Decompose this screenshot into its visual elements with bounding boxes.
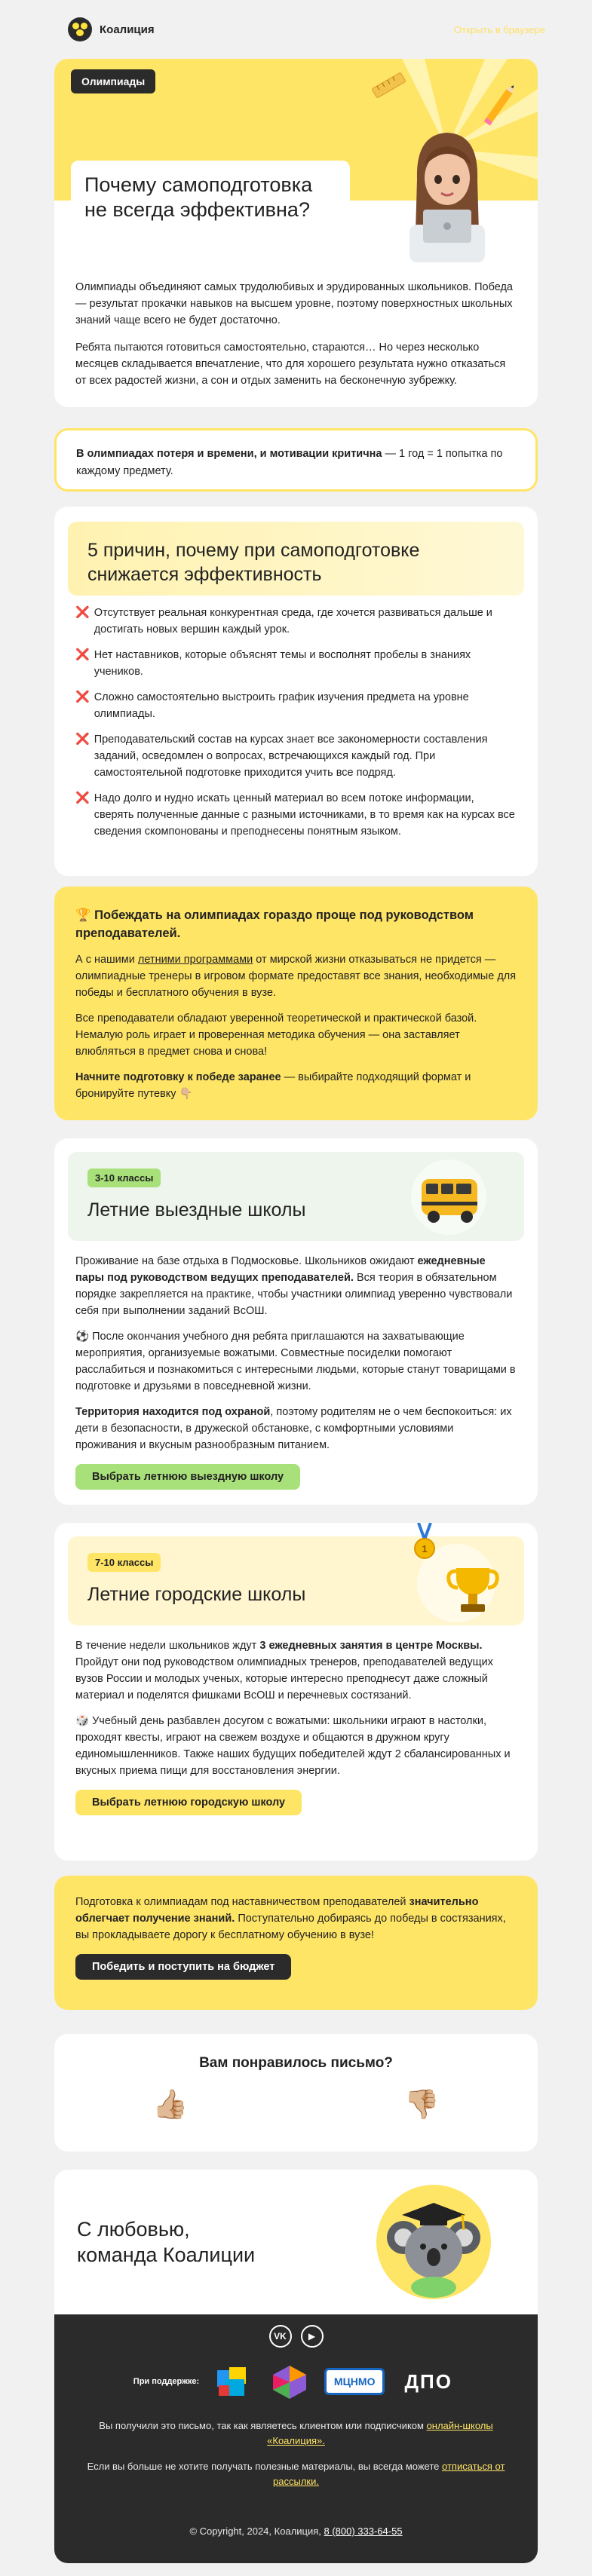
cross-mark-icon: ❌ [75,691,90,703]
subscription-note: Вы получили это письмо, так как являетесь клиентом или подписчиком онлайн-школы «Коалиция». [99,2420,493,2446]
feedback-question: Вам понравилось письмо? [199,2055,393,2071]
reasons-header [68,522,524,596]
reasons-title: 5 причин, почему при самоподготовке снижается эффективность [87,540,420,585]
svg-text:1: 1 [422,1543,428,1554]
copyright: © Copyright, 2024, Коалиция, 8 (800) 333-64-55 [189,2525,403,2537]
reason-item: ❌ Сложно самостоятельно выстроить график изучения предмета на уровне олимпиады. [75,689,517,722]
signoff-text: С любовью, команда Коалиции [77,2218,256,2266]
cross-mark-icon: ❌ [75,792,90,804]
koala-graduate-mascot [375,2183,492,2301]
partners-row [54,2364,538,2399]
summer-outdoor-paragraph-2: ⚽ После окончания учебного дня ребята приглашаются на захватывающие мероприятия, организуемые вожатыми. Совместные посиделки помогают расслабиться и познакомиться с интересными людьми, которые станут товарищами в подготовке и друзьями в повседневной жизни. [75,1331,516,1392]
summer-outdoor-header [68,1152,524,1241]
school-link[interactable]: онлайн-школы «Коалиция». [267,2420,493,2446]
summer-city-paragraph-2: 🎲 Учебный день разбавлен досугом с вожатыми: школьники играют в настолки, проходят квесты, играют на свежем воздухе и общаются в дружном кругу единомышленников. Также наших будущих победителей ждут 2 сбалансированных и вкусных приема пищи для восстановления энергии. [75,1715,511,1777]
grades-badge: 7-10 классы [87,1553,161,1572]
footer [54,2314,538,2563]
reason-item: ❌ Нет наставников, которые объяснят темы и восполнят пробелы в знаниях учеников. [75,647,517,680]
reasons-list [68,605,524,840]
time-motivation-callout [54,428,538,492]
top-bar [0,0,592,59]
koala-logo-icon [68,17,92,41]
callout-bold: В олимпиадах потеря и времени, и мотивации критична [76,448,382,460]
summer-outdoor-title: Летние выездные школы [87,1199,306,1221]
unsubscribe-note: Если вы больше не хотите получать полезные материалы, вы всегда можете отписаться от рассылки. [87,2461,505,2487]
win-paragraph-1: А с нашими летними программами от мирской жизни отказываться не придется — олимпиадные тренеры в игровом формате предоставят все знания, необходимые для победы и бесплатного обучения в вузе. [75,954,517,999]
hero-paragraph-1: Олимпиады объединяют самых трудолюбивых и эрудированных школьников. Победа — результат прокачки навыков на высшем уровне, поэтому поверхностных школьных знаний чаще всего не будет достаточно. [75,281,513,326]
cross-mark-icon: ❌ [75,606,90,619]
summer-city-title: Летние городские школы [87,1584,306,1605]
girl-with-laptop-illustration [402,119,492,262]
logo[interactable] [68,17,155,41]
summer-city-paragraph-1: В течение недели школьников ждут 3 ежедневных занятия в центре Москвы. Пройдут они под руководством олимпиадных тренеров, преподавателей ведущих вузов России и молодых ученых, которые интересно преподнесут даже сложный материал и поделятся фишками ВсОШ и перечневых состязаний. [75,1640,493,1702]
summer-outdoor-card [54,1138,538,1505]
hero-paragraph-2: Ребята пытаются готовиться самостоятельно, стараются… Но через несколько месяцев складывается впечатление, что для хорошего результата нужно отказаться от всех радостей жизни, а сон и отдых заменить на бесконечную зубрежку. [75,342,506,387]
unsubscribe-link[interactable]: отписаться от рассылки. [273,2461,505,2487]
choose-outdoor-school-button[interactable]: Выбрать летнюю выездную школу [75,1464,300,1490]
signoff-card [54,2170,538,2314]
brand-name: Коалиция [100,23,155,36]
hero-title: Почему самоподготовка не всегда эффективна? [71,161,350,234]
support-label: При поддержке: [133,2377,200,2386]
partner-logo-hexagon [268,2364,311,2399]
summer-outdoor-paragraph-1: Проживание на базе отдыха в Подмосковье. Школьников ожидают ежедневные пары под руководством ведущих преподавателей. Вся теория в обязательном порядке закрепляется на практике, чтобы участники олимпиад уверенно чувствовали себя при выполнении заданий ВсОШ. [75,1255,513,1317]
grades-badge: 3-10 классы [87,1169,161,1187]
open-in-browser-link[interactable]: Открыть в браузере [454,23,545,35]
feedback-card [54,2034,538,2152]
summer-city-card [54,1523,538,1861]
category-tag: Олимпиады [71,69,155,93]
trophy-icon: 🏆 [75,908,91,922]
reason-item: ❌ Надо долго и нудно искать ценный материал во всем потоке информации, сверять полученные данные с разными источниками, в то время как на курсах все сведения скомпонованы и преподнесены понятным языком. [75,790,517,840]
social-links [54,2325,538,2348]
win-paragraph-3: Начните подготовку к победе заранее — выбирайте подходящий формат и бронируйте путевку 👇🏼 [75,1071,471,1100]
school-bus-icon [403,1158,494,1236]
reasons-card [54,507,538,876]
vk-icon[interactable]: VK [269,2325,292,2348]
trophy-and-medal-icon [396,1523,502,1625]
win-paragraph-2: Все преподаватели обладают уверенной теоретической и практической базой. Немалую роль играет и проверенная методика обучения — она заставляет влюбляться в предмет снова и снова! [75,1012,477,1058]
phone-link[interactable]: 8 (800) 333-64-55 [324,2525,403,2537]
win-and-enroll-button[interactable]: Победить и поступить на бюджет [75,1954,291,1980]
thumbs-down-icon[interactable]: 👎🏼 [403,2089,440,2121]
summer-outdoor-paragraph-3: Территория находится под охраной, поэтому родителям не о чем беспокоиться: их дети в безопасности, в дружеской обстановке, с комфортными условиями проживания и вкусным разнообразным питанием. [75,1406,512,1451]
budget-card [54,1876,538,2010]
callout-rest: — 1 год = 1 попытка по каждому предмету. [76,448,503,477]
choose-city-school-button[interactable]: Выбрать летнюю городскую школу [75,1790,302,1815]
win-title: 🏆 Побеждать на олимпиадах гораздо проще под руководством преподавателей. [75,908,474,940]
summer-programs-link[interactable]: летними программами [137,954,253,966]
ruler-icon [372,72,406,98]
partner-logo-blocks [213,2364,255,2399]
youtube-icon[interactable]: ▶ [301,2325,324,2348]
cross-mark-icon: ❌ [75,733,90,746]
win-card [54,887,538,1120]
budget-paragraph: Подготовка к олимпиадам под наставничеством преподавателей значительно облегчает получение знаний. Поступательно добираясь до победы в состязаниях, вы прокладываете дорогу к бесплатному обучению в вузе! [75,1896,506,1941]
partner-logo-dpo: ДПО [404,2369,452,2393]
thumbs-up-icon[interactable]: 👍🏼 [152,2089,189,2121]
hero-card [54,59,538,407]
partner-logo-mcnmo: МЦНМО [324,2368,385,2395]
reason-item: ❌ Отсутствует реальная конкурентная среда, где хочется развиваться дальше и достигать новых вершин каждый урок. [75,605,517,638]
summer-city-header [68,1536,524,1625]
hero-banner [54,59,538,221]
reason-item: ❌ Преподавательский состав на курсах знает все закономерности составления заданий, осведомлен о вопросах, встречающихся каждый год. При самостоятельной подготовке приходится учить все подряд. [75,731,517,781]
cross-mark-icon: ❌ [75,648,90,661]
